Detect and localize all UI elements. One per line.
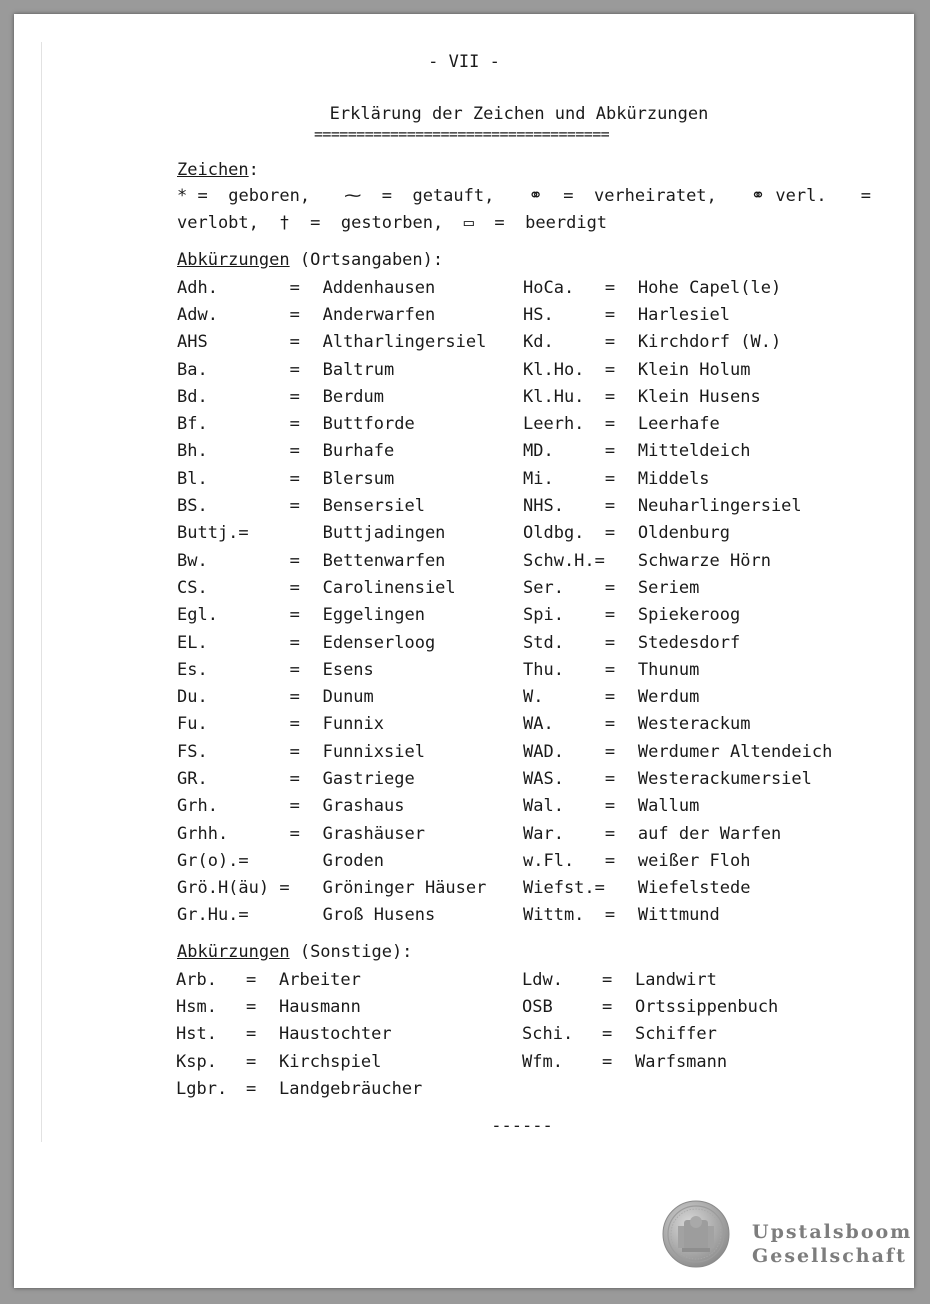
- abbreviation: Bw.: [177, 550, 208, 571]
- equals-sign: =: [602, 996, 613, 1017]
- abbreviation-row: [177, 793, 486, 820]
- equals-sign: =: [604, 577, 616, 598]
- signs-line-1: [177, 186, 871, 206]
- misc-heading-suffix: (Sonstige):: [289, 942, 413, 962]
- sign-meaning: verheiratet,: [593, 186, 717, 206]
- sign-eq: =: [494, 213, 505, 233]
- equals-sign: [605, 875, 638, 902]
- equals-sign: =: [289, 823, 300, 844]
- equals-sign: =: [604, 796, 616, 817]
- abbreviation-row: [176, 993, 422, 1020]
- equals-sign: =: [289, 659, 300, 680]
- abbreviation: Buttj.=: [177, 523, 249, 544]
- abbreviation-row: [523, 301, 832, 328]
- abbreviation-row: [523, 356, 832, 383]
- abbreviation: OSB: [522, 996, 553, 1017]
- equals-sign: =: [289, 441, 300, 462]
- full-name: Edenserloog: [322, 632, 436, 653]
- abbreviation: Adw.: [177, 304, 218, 325]
- equals-sign: =: [289, 468, 300, 489]
- star-icon: *: [177, 186, 188, 206]
- abbreviation-row: [177, 629, 486, 656]
- full-name: Klein Husens: [637, 386, 761, 407]
- abbreviation: FS.: [177, 741, 208, 762]
- sign-baptized: [344, 186, 494, 206]
- sign-eq: =: [381, 186, 392, 206]
- full-name: Blersum: [322, 468, 395, 489]
- full-name: Kirchdorf (W.): [637, 332, 782, 353]
- full-name: Wittmund: [637, 905, 720, 926]
- equals-sign: =: [289, 632, 300, 653]
- abbreviation-row: [177, 711, 486, 738]
- places-table-right: [523, 274, 832, 929]
- abbreviation: EL.: [177, 632, 208, 653]
- full-name: Groden: [322, 850, 385, 871]
- abbreviation: Bd.: [177, 386, 208, 407]
- full-name: Addenhausen: [322, 277, 436, 298]
- abbreviation: AHS: [177, 332, 208, 353]
- abbreviation-row: [523, 410, 832, 437]
- abbreviation-row: [523, 329, 832, 356]
- abbreviation-row: [177, 602, 486, 629]
- abbreviation: Grhh.: [177, 823, 229, 844]
- full-name: Eggelingen: [322, 605, 425, 626]
- equals-sign: =: [604, 386, 616, 407]
- sign-married: [528, 186, 716, 206]
- abbreviation: Ksp.: [176, 1051, 217, 1072]
- equals-sign: =: [246, 1078, 257, 1099]
- full-name: Arbeiter: [279, 969, 361, 990]
- equals-sign: =: [289, 386, 300, 407]
- abbreviation-row: [522, 993, 778, 1020]
- abbreviation-row: [523, 574, 832, 601]
- full-name: Stedesdorf: [637, 632, 741, 653]
- equals-sign: =: [246, 969, 257, 990]
- abbreviation-row: [177, 383, 486, 410]
- misc-table-left: [176, 966, 422, 1102]
- logo-line-1: Upstalsboom: [752, 1221, 913, 1243]
- full-name: Westerackumersiel: [637, 768, 812, 789]
- full-name: Seriem: [637, 577, 700, 598]
- equals-sign: =: [289, 741, 300, 762]
- equals-sign: =: [289, 414, 300, 435]
- abbreviation-row: [523, 629, 832, 656]
- equals-sign: =: [604, 359, 616, 380]
- full-name: Bensersiel: [322, 496, 425, 517]
- equals-sign: =: [604, 768, 616, 789]
- equals-sign: =: [289, 768, 300, 789]
- abbreviation: Kl.Hu.: [523, 386, 585, 407]
- places-heading: [177, 250, 443, 270]
- sign-meaning: gestorben,: [340, 213, 444, 233]
- equals-sign: [290, 520, 323, 547]
- sign-eq: =: [310, 213, 321, 233]
- equals-sign: =: [289, 359, 300, 380]
- full-name: Thunum: [637, 659, 700, 680]
- abbreviation-row: [176, 1075, 422, 1102]
- abbreviation-row: [177, 738, 486, 765]
- marriage-icon: ⚭: [528, 186, 543, 206]
- equals-sign: =: [604, 304, 616, 325]
- abbreviation: Thu.: [523, 659, 564, 680]
- abbreviation: Wiefst.=: [523, 878, 605, 899]
- abbreviation-row: [176, 966, 422, 993]
- full-name: Haustochter: [279, 1024, 392, 1045]
- equals-sign: =: [289, 332, 300, 353]
- equals-sign: =: [604, 496, 616, 517]
- sign-eq: =: [563, 186, 574, 206]
- abbreviation-row: [523, 820, 832, 847]
- abbreviation-row: [177, 438, 486, 465]
- society-logo-text: [752, 1220, 912, 1268]
- equals-sign: =: [604, 632, 616, 653]
- abbreviation: WAS.: [523, 768, 564, 789]
- equals-sign: =: [246, 1051, 257, 1072]
- page-number: - VII -: [428, 52, 500, 72]
- equals-sign: =: [604, 714, 616, 735]
- abbreviation: Bf.: [177, 414, 208, 435]
- equals-sign: =: [602, 1051, 613, 1072]
- sign-meaning: beerdigt: [525, 213, 608, 233]
- full-name: Wallum: [637, 796, 700, 817]
- abbreviation-row: [523, 711, 832, 738]
- equals-sign: =: [604, 523, 616, 544]
- abbreviation: Hsm.: [176, 996, 217, 1017]
- abbreviation: Ba.: [177, 359, 208, 380]
- abbreviation: Ldw.: [522, 969, 563, 990]
- full-name: Klein Holum: [637, 359, 751, 380]
- abbreviation-row: [523, 438, 832, 465]
- equals-sign: =: [604, 441, 616, 462]
- full-name: Kirchspiel: [279, 1051, 382, 1072]
- grave-icon: ▭: [463, 213, 474, 233]
- abbreviation-row: [523, 683, 832, 710]
- logo-line-2: Gesellschaft: [752, 1245, 907, 1267]
- full-name: Harlesiel: [637, 304, 731, 325]
- abbreviation: Kd.: [523, 332, 554, 353]
- places-table-left: [177, 274, 486, 929]
- full-name: Grashaus: [322, 796, 405, 817]
- abbreviation: HoCa.: [523, 277, 575, 298]
- abbreviation: Du.: [177, 687, 208, 708]
- abbreviation: Wittm.: [523, 905, 585, 926]
- sign-born: [177, 186, 310, 206]
- equals-sign: =: [289, 277, 300, 298]
- abbreviation-row: [177, 847, 486, 874]
- margin-line: [41, 42, 42, 1142]
- equals-sign: =: [604, 659, 616, 680]
- full-name: Oldenburg: [637, 523, 731, 544]
- full-name: Wiefelstede: [637, 878, 751, 899]
- abbreviation: HS.: [523, 304, 554, 325]
- abbreviation-row: [177, 492, 486, 519]
- full-name: Buttjadingen: [322, 523, 446, 544]
- abbreviation-row: [523, 656, 832, 683]
- equals-sign: =: [604, 605, 616, 626]
- abbreviation: Kl.Ho.: [523, 359, 585, 380]
- full-name: Mitteldeich: [637, 441, 751, 462]
- abbreviation: Std.: [523, 632, 564, 653]
- abbreviation: Bl.: [177, 468, 208, 489]
- sign-engaged: [751, 186, 827, 206]
- abbreviation: Spi.: [523, 605, 564, 626]
- page-title: Erklärung der Zeichen und Abkürzungen: [329, 104, 709, 124]
- sign-meaning: verl.: [775, 186, 827, 206]
- abbreviation: NHS.: [523, 496, 564, 517]
- abbreviation-row: [522, 1021, 778, 1048]
- equals-sign: =: [602, 969, 613, 990]
- abbreviation: Grh.: [177, 796, 218, 817]
- places-heading-suffix: (Ortsangaben):: [289, 250, 444, 270]
- equals-sign: =: [602, 1024, 613, 1045]
- full-name: Schwarze Hörn: [637, 550, 771, 571]
- abbreviation: Grö.H(äu) =: [177, 878, 290, 899]
- abbreviation: Schi.: [522, 1024, 574, 1045]
- full-name: Warfsmann: [635, 1051, 728, 1072]
- full-name: Neuharlingersiel: [637, 496, 802, 517]
- abbreviation-row: [523, 847, 832, 874]
- abbreviation-row: [523, 547, 832, 574]
- full-name: weißer Floh: [637, 850, 751, 871]
- abbreviation: Adh.: [177, 277, 218, 298]
- equals-sign: =: [289, 304, 300, 325]
- abbreviation-row: [177, 301, 486, 328]
- full-name: Hohe Capel(le): [637, 277, 782, 298]
- full-name: Hausmann: [279, 996, 361, 1017]
- dagger-icon: †: [279, 213, 290, 233]
- full-name: Werdumer Altendeich: [637, 741, 833, 762]
- full-name: Funnixsiel: [322, 741, 425, 762]
- abbreviation: Oldbg.: [523, 523, 585, 544]
- equals-sign: [290, 847, 323, 874]
- abbreviation-row: [177, 574, 486, 601]
- signs-line-2: [177, 213, 607, 233]
- abbreviation: Es.: [177, 659, 208, 680]
- marriage-icon: ⚭: [750, 186, 766, 206]
- full-name: Gröninger Häuser: [322, 878, 487, 899]
- full-name: Werdum: [637, 687, 700, 708]
- abbreviation: Gr(o).=: [177, 850, 249, 871]
- abbreviation: War.: [523, 823, 564, 844]
- abbreviation: w.Fl.: [523, 850, 575, 871]
- abbreviation-row: [523, 765, 832, 792]
- equals-sign: =: [289, 550, 300, 571]
- abbreviation-row: [523, 383, 832, 410]
- abbreviation: Leerh.: [523, 414, 585, 435]
- equals-sign: [290, 902, 323, 929]
- abbreviation-row: [177, 902, 486, 929]
- abbreviation-row: [177, 520, 486, 547]
- sign-meaning: getauft,: [412, 186, 495, 206]
- abbreviation: Bh.: [177, 441, 208, 462]
- full-name: Funnix: [322, 714, 385, 735]
- signs-heading-label: Zeichen: [177, 160, 249, 180]
- equals-sign: =: [604, 277, 616, 298]
- full-name: Berdum: [322, 386, 385, 407]
- abbreviation-row: [177, 356, 486, 383]
- abbreviation-row: [177, 410, 486, 437]
- full-name: Spiekeroog: [637, 605, 741, 626]
- full-name: Burhafe: [322, 441, 395, 462]
- full-name: Buttforde: [322, 414, 415, 435]
- equals-sign: =: [289, 577, 300, 598]
- abbreviation-row: [523, 492, 832, 519]
- misc-heading-label: Abkürzungen: [177, 942, 290, 962]
- abbreviation: Lgbr.: [176, 1078, 228, 1099]
- equals-sign: =: [604, 850, 616, 871]
- full-name: Anderwarfen: [322, 304, 436, 325]
- equals-sign: =: [246, 996, 257, 1017]
- tilde-icon: ⁓: [344, 186, 362, 206]
- full-name: Gastriege: [322, 768, 415, 789]
- abbreviation-row: [176, 1021, 422, 1048]
- signs-heading: [177, 160, 259, 180]
- full-name: Leerhafe: [637, 414, 720, 435]
- end-marker: ------: [491, 1116, 553, 1136]
- abbreviation-row: [523, 902, 832, 929]
- abbreviation: Ser.: [523, 577, 564, 598]
- abbreviation-row: [177, 875, 486, 902]
- abbreviation-row: [177, 765, 486, 792]
- equals-sign: =: [604, 414, 616, 435]
- misc-table-right: [522, 966, 778, 1075]
- full-name: Ortssippenbuch: [635, 996, 779, 1017]
- full-name: auf der Warfen: [637, 823, 782, 844]
- abbreviation-row: [177, 656, 486, 683]
- abbreviation: Schw.H.=: [523, 550, 605, 571]
- abbreviation: Wfm.: [522, 1051, 563, 1072]
- abbreviation-row: [523, 793, 832, 820]
- equals-sign: [605, 547, 638, 574]
- abbreviation: BS.: [177, 496, 208, 517]
- sign-meaning: geboren,: [228, 186, 311, 206]
- abbreviation: Wal.: [523, 796, 564, 817]
- abbreviation: Hst.: [176, 1024, 217, 1045]
- abbreviation: W.: [523, 687, 544, 708]
- equals-sign: =: [289, 796, 300, 817]
- abbreviation-row: [177, 274, 486, 301]
- abbreviation-row: [523, 465, 832, 492]
- abbreviation-row: [522, 1048, 778, 1075]
- equals-sign: =: [604, 823, 616, 844]
- abbreviation: Mi.: [523, 468, 554, 489]
- seal-logo-icon: [662, 1200, 730, 1268]
- abbreviation: MD.: [523, 441, 554, 462]
- document-page: [14, 14, 914, 1288]
- full-name: Westerackum: [637, 714, 751, 735]
- abbreviation: CS.: [177, 577, 208, 598]
- abbreviation-row: [522, 966, 778, 993]
- abbreviation: Fu.: [177, 714, 208, 735]
- equals-sign: =: [604, 687, 616, 708]
- abbreviation-row: [177, 683, 486, 710]
- full-name: Middels: [637, 468, 710, 489]
- sign-meaning: verlobt,: [177, 213, 259, 233]
- equals-sign: =: [604, 905, 616, 926]
- full-name: Carolinensiel: [322, 577, 456, 598]
- equals-sign: =: [289, 496, 300, 517]
- abbreviation-row: [177, 547, 486, 574]
- full-name: Schiffer: [635, 1024, 717, 1045]
- title-underline-rule: ===================================: [314, 125, 610, 143]
- full-name: Altharlingersiel: [322, 332, 487, 353]
- equals-sign: =: [604, 741, 616, 762]
- abbreviation-row: [523, 274, 832, 301]
- equals-sign: =: [604, 332, 616, 353]
- signs-heading-suffix: :: [248, 160, 259, 180]
- abbreviation-row: [523, 602, 832, 629]
- abbreviation: Gr.Hu.=: [177, 905, 249, 926]
- equals-sign: =: [246, 1024, 257, 1045]
- equals-sign: =: [289, 605, 300, 626]
- full-name: Grashäuser: [322, 823, 425, 844]
- equals-sign: [290, 875, 323, 902]
- abbreviation-row: [523, 520, 832, 547]
- sign-eq-trailing: =: [860, 186, 871, 206]
- abbreviation-row: [176, 1048, 422, 1075]
- equals-sign: =: [604, 468, 616, 489]
- full-name: Groß Husens: [322, 905, 436, 926]
- abbreviation-row: [177, 465, 486, 492]
- full-name: Dunum: [322, 687, 374, 708]
- abbreviation: WA.: [523, 714, 554, 735]
- abbreviation-row: [523, 875, 832, 902]
- sign-eq: =: [197, 186, 208, 206]
- abbreviation: WAD.: [523, 741, 564, 762]
- abbreviation: Arb.: [176, 969, 217, 990]
- abbreviation-row: [177, 329, 486, 356]
- abbreviation: Egl.: [177, 605, 218, 626]
- abbreviation: GR.: [177, 768, 208, 789]
- full-name: Baltrum: [322, 359, 395, 380]
- full-name: Esens: [322, 659, 374, 680]
- full-name: Bettenwarfen: [322, 550, 446, 571]
- equals-sign: =: [289, 714, 300, 735]
- full-name: Landgebräucher: [279, 1078, 423, 1099]
- equals-sign: =: [289, 687, 300, 708]
- misc-heading: [177, 942, 412, 962]
- places-heading-label: Abkürzungen: [177, 250, 290, 270]
- abbreviation-row: [523, 738, 832, 765]
- abbreviation-row: [177, 820, 486, 847]
- full-name: Landwirt: [635, 969, 717, 990]
